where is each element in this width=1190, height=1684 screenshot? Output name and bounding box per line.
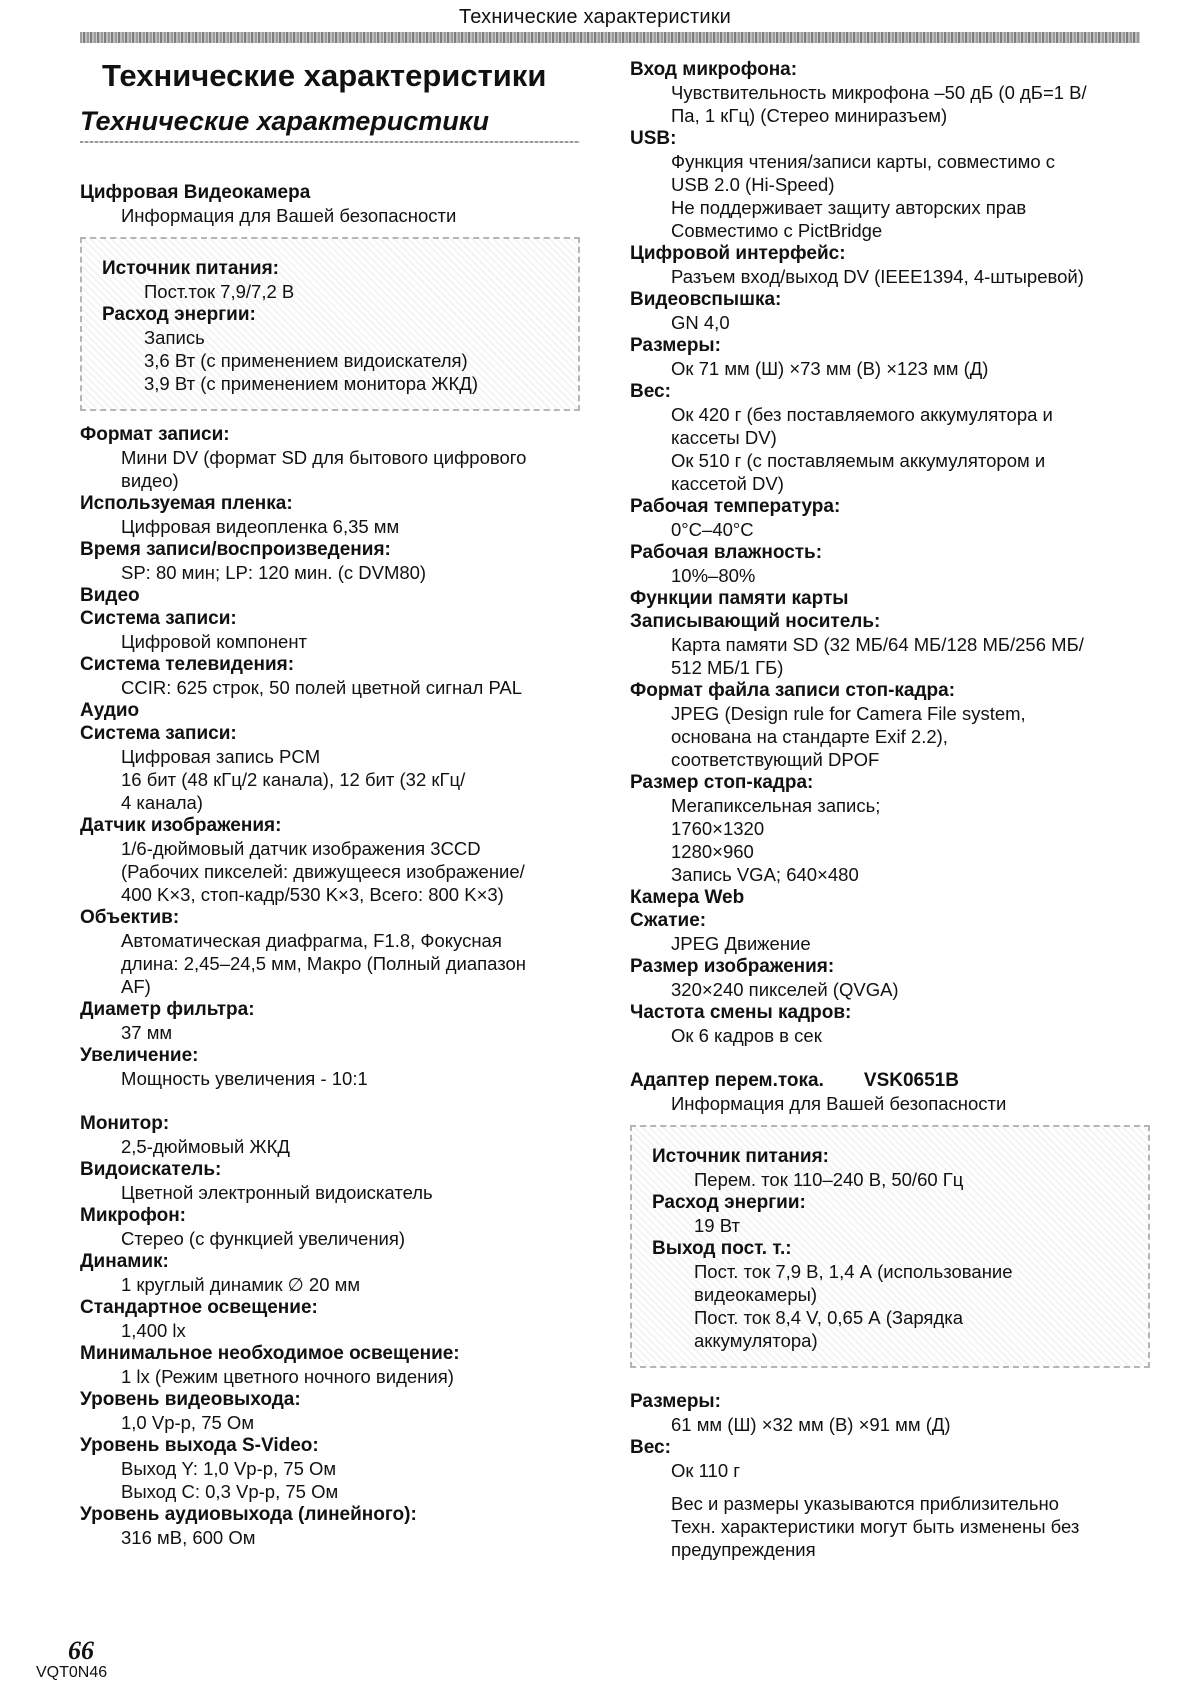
spec-label: Источник питания:: [102, 258, 279, 279]
page-title: Технические характеристики: [102, 58, 547, 93]
spec-value: Цифровая запись PCM 16 бит (48 кГц/2 канала), 12 бит (32 кГц/ 4 канала): [121, 746, 466, 813]
spec-value: Ок 420 г (без поставляемого аккумулятора и кассеты DV) Ок 510 г (с поставляемым аккумулятором и кассетой DV): [671, 404, 1053, 494]
spec-label: Размер изображения:: [630, 956, 835, 977]
spec-label: Видеовспышка:: [630, 289, 782, 310]
spec-value: 1/6-дюймовый датчик изображения 3CCD (Рабочих пикселей: движущееся изображение/ 400 K×3, стоп-кадр/530 K×3, Всего: 800 K×3): [121, 838, 525, 905]
disclaimer-note: Вес и размеры указываются приблизительно Техн. характеристики могут быть изменены без предупреждения: [671, 1493, 1080, 1560]
spec-entry: [80, 1434, 580, 1503]
spec-value: JPEG (Design rule for Camera File system, основана на стандарте Exif 2.2), соответствующий DPOF: [671, 703, 1026, 770]
spec-entry: [630, 495, 1150, 541]
spec-label: Датчик изображения:: [80, 815, 282, 836]
spec-entry: [80, 1158, 580, 1204]
spec-entry: [102, 257, 558, 303]
spec-entry: [80, 1342, 580, 1388]
spec-group-heading: [630, 886, 1150, 909]
adapter-power-box: [630, 1125, 1150, 1368]
spec-label: Выход пост. т.:: [652, 1238, 792, 1259]
spec-label: Уровень видеовыхода:: [80, 1389, 301, 1410]
spec-value: Цветной электронный видоискатель: [121, 1182, 433, 1203]
spec-label: Динамик:: [80, 1251, 169, 1272]
document-code: VQT0N46: [36, 1664, 108, 1681]
spec-value: 19 Вт: [694, 1215, 740, 1236]
spec-entry: [630, 955, 1150, 1001]
spacer: [630, 1482, 1150, 1492]
product-name: Цифровая Видеокамера: [80, 182, 311, 203]
spec-label: Аудио: [80, 700, 140, 721]
spec-value: 1 lx (Режим цветного ночного видения): [121, 1366, 454, 1387]
spec-label: Вход микрофона:: [630, 59, 798, 80]
spec-entry: [80, 998, 580, 1044]
spec-value: Пост. ток 7,9 В, 1,4 А (использование видеокамеры) Пост. ток 8,4 V, 0,65 А (Зарядка аккумулятора): [694, 1261, 1013, 1351]
spec-label: Монитор:: [80, 1113, 170, 1134]
spec-value: Цифровой компонент: [121, 631, 308, 652]
spec-label: Видоискатель:: [80, 1159, 222, 1180]
spec-value: Выход Y: 1,0 Vp-p, 75 Ом Выход C: 0,3 Vp-p, 75 Ом: [121, 1458, 339, 1502]
spec-value: 1,400 lx: [121, 1320, 186, 1341]
spec-label: Увеличение:: [80, 1045, 199, 1066]
spec-label: Сжатие:: [630, 910, 707, 931]
spec-label: Диаметр фильтра:: [80, 999, 255, 1020]
spec-entry: [630, 127, 1150, 242]
spacer: [630, 1047, 1150, 1069]
spec-label: Минимальное необходимое освещение:: [80, 1343, 460, 1364]
spec-value: 320×240 пикселей (QVGA): [671, 979, 899, 1000]
spec-entry: [80, 1044, 580, 1090]
spec-entry: [652, 1145, 1128, 1191]
spec-entry: [80, 722, 580, 814]
spec-entry: [630, 242, 1150, 288]
spec-label: Рабочая влажность:: [630, 542, 823, 563]
spec-value: 0°C–40°C: [671, 519, 754, 540]
spec-value: Разъем вход/выход DV (IEEE1394, 4-штыревой): [671, 266, 1084, 287]
spec-entry: [630, 541, 1150, 587]
spec-label: Источник питания:: [652, 1146, 829, 1167]
spec-value: GN 4,0: [671, 312, 730, 333]
spec-value: 10%–80%: [671, 565, 756, 586]
running-header: Технические характеристики: [458, 6, 732, 28]
spec-entry: [80, 1503, 580, 1549]
spec-label: Система телевидения:: [80, 654, 295, 675]
header-band: [80, 32, 1140, 43]
spec-value: Карта памяти SD (32 МБ/64 МБ/128 МБ/256 МБ/ 512 МБ/1 ГБ): [671, 634, 1084, 678]
spec-entry: [80, 1204, 580, 1250]
spec-entry: [80, 653, 580, 699]
spec-label: Функции памяти карты: [630, 588, 849, 609]
spec-value: SP: 80 мин; LP: 120 мин. (с DVM80): [121, 562, 427, 583]
spec-label: Микрофон:: [80, 1205, 187, 1226]
spec-value: Пост.ток 7,9/7,2 В: [144, 281, 295, 302]
spec-label: Формат файла записи стоп-кадра:: [630, 680, 956, 701]
spec-entry: [80, 607, 580, 653]
spec-value: Ок 110 г: [671, 1460, 741, 1481]
spec-entry: [630, 909, 1150, 955]
spec-entry: [630, 334, 1150, 380]
spec-label: Расход энергии:: [102, 304, 256, 325]
spec-entry: [630, 288, 1150, 334]
spec-value: Чувствительность микрофона –50 дБ (0 дБ=1 В/ Па, 1 кГц) (Стерео миниразъем): [671, 82, 1087, 126]
spec-value: 2,5-дюймовый ЖКД: [121, 1136, 290, 1157]
spec-entry: [630, 679, 1150, 771]
spec-label: Размер стоп-кадра:: [630, 772, 814, 793]
spec-entry: [80, 538, 580, 584]
spec-label: Рабочая температура:: [630, 496, 841, 517]
spec-value: 316 мВ, 600 Ом: [121, 1527, 256, 1548]
spec-entry: [80, 1388, 580, 1434]
spec-label: Система записи:: [80, 723, 237, 744]
spec-entry: [630, 1436, 1150, 1482]
spec-value: Ок 71 мм (Ш) ×73 мм (В) ×123 мм (Д): [671, 358, 989, 379]
adapter-heading: [630, 1069, 1150, 1092]
spec-entry: [630, 1001, 1150, 1047]
spec-entry: [630, 58, 1150, 127]
spec-group-heading: [80, 699, 580, 722]
left-column: [80, 58, 580, 1549]
spacer: [80, 1090, 580, 1112]
spec-label: Уровень выхода S-Video:: [80, 1435, 319, 1456]
page-number: 66: [68, 1636, 94, 1665]
spec-label: Время записи/воспроизведения:: [80, 539, 391, 560]
spec-label: Уровень аудиовыхода (линейного):: [80, 1504, 417, 1525]
spec-value: Автоматическая диафрагма, F1.8, Фокусная длина: 2,45–24,5 мм, Макро (Полный диапазон AF): [121, 930, 527, 997]
spec-value: Функция чтения/записи карты, совместимо с USB 2.0 (Hi-Speed) Не поддерживает защиту авторских прав Совместимо с PictBridge: [671, 151, 1056, 241]
spacer: [630, 1380, 1150, 1390]
spec-value: 1 круглый динамик ∅ 20 мм: [121, 1274, 361, 1295]
spec-label: Цифровой интерфейс:: [630, 243, 846, 264]
camera-power-box: [80, 237, 580, 411]
spec-value: Стерео (с функцией увеличения): [121, 1228, 406, 1249]
right-column: [630, 58, 1150, 1561]
spec-label: USB:: [630, 128, 677, 149]
spec-label: Объектив:: [80, 907, 180, 928]
spec-value: Мощность увеличения - 10:1: [121, 1068, 368, 1089]
spec-value: Мегапиксельная запись; 1760×1320 1280×960 Запись VGA; 640×480: [671, 795, 881, 885]
safety-info: Информация для Вашей безопасности: [121, 205, 457, 226]
spec-value: Запись 3,6 Вт (с применением видоискателя) 3,9 Вт (с применением монитора ЖКД): [144, 327, 478, 394]
spec-label: Формат записи:: [80, 424, 230, 445]
spec-label: Размеры:: [630, 335, 721, 356]
section-title: Технические характеристики: [80, 106, 489, 136]
spec-label: Размеры:: [630, 1391, 721, 1412]
spec-entry: [630, 1390, 1150, 1436]
spec-label: Видео: [80, 585, 140, 606]
spec-value: 1,0 Vp-p, 75 Ом: [121, 1412, 255, 1433]
spec-group-heading: [630, 587, 1150, 610]
spec-value: Мини DV (формат SD для бытового цифрового видео): [121, 447, 527, 491]
spec-label: Система записи:: [80, 608, 237, 629]
spec-entry: [630, 771, 1150, 886]
spec-label: Частота смены кадров:: [630, 1002, 852, 1023]
spec-entry: [102, 303, 558, 395]
spec-value: Ок 6 кадров в сек: [671, 1025, 822, 1046]
spec-label: Камера Web: [630, 887, 745, 908]
spec-entry: [80, 1112, 580, 1158]
adapter-model: VSK0651B: [863, 1070, 959, 1091]
spec-entry: [80, 814, 580, 906]
spec-entry: [80, 1250, 580, 1296]
spec-entry: [80, 492, 580, 538]
spec-label: Используемая пленка:: [80, 493, 293, 514]
spec-value: 61 мм (Ш) ×32 мм (В) ×91 мм (Д): [671, 1414, 951, 1435]
spec-value: 37 мм: [121, 1022, 173, 1043]
adapter-label: Адаптер перем.тока.: [630, 1070, 824, 1091]
spec-entry: [80, 423, 580, 492]
spec-value: Цифровая видеопленка 6,35 мм: [121, 516, 400, 537]
adapter-safety-info: Информация для Вашей безопасности: [671, 1093, 1007, 1114]
spec-label: Записывающий носитель:: [630, 611, 881, 632]
title-divider: [80, 141, 580, 143]
spec-entry: [80, 906, 580, 998]
spec-value: Перем. ток 110–240 В, 50/60 Гц: [694, 1169, 964, 1190]
spec-label: Стандартное освещение:: [80, 1297, 318, 1318]
spec-entry: [652, 1237, 1128, 1352]
spec-value: CCIR: 625 строк, 50 полей цветной сигнал PAL: [121, 677, 523, 698]
spec-entry: [80, 1296, 580, 1342]
spec-label: Вес:: [630, 1437, 671, 1458]
spec-entry: [630, 380, 1150, 495]
spec-entry: [630, 610, 1150, 679]
spec-entry: [652, 1191, 1128, 1237]
spec-group-heading: [80, 584, 580, 607]
spec-label: Вес:: [630, 381, 671, 402]
spec-label: Расход энергии:: [652, 1192, 806, 1213]
spec-value: JPEG Движение: [671, 933, 811, 954]
